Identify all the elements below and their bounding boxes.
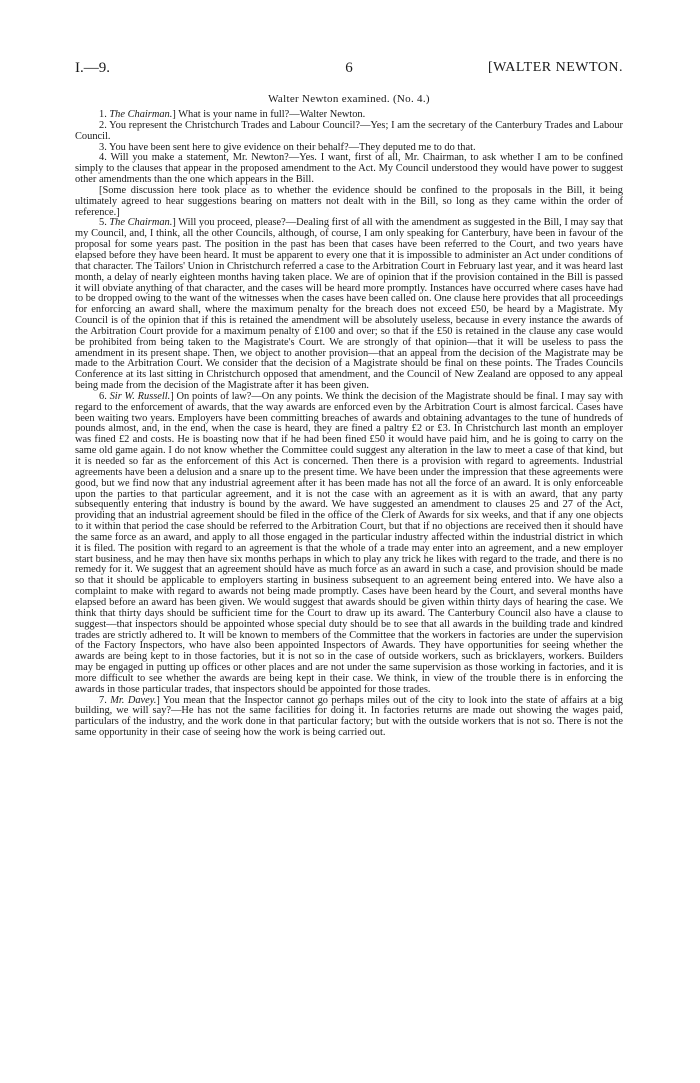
question-number: 5. [99, 217, 110, 229]
parliamentary-paper-ref: I.—9. [75, 60, 110, 76]
question-paragraph [75, 121, 623, 143]
paragraph-text: ] Will you proceed, please?—Dealing first of all with the amendment as suggested in the Bill, I may say that my Council, and, I think, all the other Councils, although, of course, I am only speaking for Canterbury, have been in favour of the proposal for some years past. The position in the past has been that cases have been referred to the Court, and two years have elapsed before they have been heard. It must be apparent to every one that it is impossible to administer an Act under conditions of that character. The Tailors' Union in Christchurch referred a case to the Arbitration Court in February last year, and it was heard last month, a delay of nearly eighteen months having taken place. We are of opinion that if the provision contained in the Bill is passed it will obviate anything of that character, and the cases will be heard more promptly. Instances have occurred where cases have had to be dropped owing to the want of the witnesses when the cases have been called on. One clause here provides that all proceedings for enforcing an award shall, where the maximum penalty for the breach does not exceed £50, be heard by a Magistrate. My Council is of the opinion that if this is retained the amendment will be absolutely useless, because in every instance the awards of the Arbitration Court provide for a maximum penalty of £100 and over; so that if the £50 is retained in the clause any case would be prohibited from being taken to the Magistrate's Court. We are strongly of that opinion—that it will be useless to pass the amendment in its present shape. Then, we object to another provision—that an appeal from the decision of the Magistrate may be made to the Arbitration Court. We consider that the decision of a Magistrate should be final on these points. The Trades Councils Conference at its last sitting in Christchurch opposed that amendment, and the Council of New Zealand are opposed to any appeal being made from the decision of the Magistrate after it has been given. [75, 217, 623, 392]
question-number: 7. [99, 694, 111, 706]
question-paragraph [75, 153, 623, 186]
question-number: 1. [99, 109, 110, 120]
section-title: Walter Newton examined. (No. 4.) [268, 93, 430, 105]
question-number: 3. [99, 141, 110, 153]
question-paragraph [75, 696, 623, 739]
paragraph-text: [Some discussion here took place as to whether the evidence should be confined to the proposals in the Bill, it being ultimately agreed to hear suggestions bearing on matters not dealt with in the Bill, so long as they came within the order of reference.] [75, 184, 623, 218]
question-paragraph [75, 218, 623, 392]
document-body [75, 110, 623, 739]
page-header [75, 60, 623, 82]
question-number: 2. [99, 119, 110, 131]
paragraph-text: You represent the Christchurch Trades and Labour Council?—Yes; I am the secretary of the Canterbury Trades and Labour Council. [75, 119, 624, 142]
paragraph-text: Will you make a statement, Mr. Newton?—Yes. I want, first of all, Mr. Chairman, to ask whether I am to be confined simply to the clauses that appear in the proposed amendment to the Act. My Council understood they would have power to suggest other amendments than the one which appears in the Bill. [75, 152, 623, 186]
page-number: 6 [345, 60, 353, 76]
paragraph-text: ] You mean that the Inspector cannot go perhaps miles out of the city to look into the state of affairs at a big building, we will say?—He has not the same facilities for doing it. In factories returns are made out showing the wages paid, particulars of the industry, and the work done in that particular factory; but with the outside workers that is not so. There is not the same opportunity in their case of seeing how the work is being carried out. [75, 694, 624, 739]
question-number: 6. [99, 390, 110, 402]
question-paragraph [75, 392, 623, 696]
speaker-name: Mr. Davey. [110, 694, 157, 706]
paragraph-text: You have been sent here to give evidence on their behalf?—They deputed me to do that. [109, 141, 476, 153]
question-number: 4. [99, 152, 111, 164]
speaker-name: The Chairman. [109, 109, 173, 120]
witness-running-head: [WALTER NEWTON. [487, 60, 623, 75]
paragraph-text: ] What is your name in full?—Walter Newton. [172, 109, 366, 120]
speaker-name: Sir W. Russell. [109, 390, 171, 402]
paragraph-text: ] On points of law?—On any points. We think the decision of the Magistrate should be final. I may say with regard to the enforcement of awards, that the way awards are enforced even by the Arbitration Court is almost farcical. Cases have been waiting two years. Employers have been committing breaches of awards and obtaining advantages to the tune of hundreds of pounds almost, and, in the end, when the case is heard, they are fined a paltry £2 or £3. In Christchurch last month an employer was fined £2 and costs. He is boasting now that if he had been fined £50 it would have paid him, and he is going to carry on the same old game again. I do not know whether the Committee could suggest any alteration in the law to meet a case of that kind, but it is needed so far as the enforcement of this Act is concerned. Then there is a provision with regard to agreements. Industrial agreements have been a delusion and a snare up to the present time. We have been under the impression that these agreements were good, but we find now that any industrial agreement after it has been made has not all the force of an award. It is only enforceable upon the parties to that particular agreement, and it is not the case with an agreement as it is with an award, that any party subsequently entering that industry is bound by the award. We have suggested an amendment to clauses 25 and 27 of the Act, providing that an industrial agreement should be filed in the office of the Clerk of Awards for six weeks, and that if any one objects to it within that period the case should be referred to the Arbitration Court, but that if no objections are received then it should have the same force as an award, and apply to all those engaged in the particular industry affected within the industrial district in which it is filed. The position with regard to an agreement is that the whole of a trade may enter into an agreement, and a new employer start business, and he may then have six months perhaps in which to play any trick he likes with regard to the trade, and there is no remedy for it. We suggest that an agreement should have as much force as an award in such a case, and provision should be made so that it should be applicable to employers starting in business subsequent to an agreement being entered into. We have also a complaint to make with regard to awards not being made promptly. Cases have been heard by the Court, and several months have elapsed before an award has been given. We would suggest that awards should be given within thirty days of hearing the case. We think that thirty days should be sufficient time for the Court to draw up its award. The Canterbury Council also have a clause to suggest—that inspectors should be appointed whose special duty should be to see that all awards in the building trade and kindred trades are strictly adhered to. It will be known to members of the Committee that the workers in factories are under the supervision of the Factory Inspectors, who have also been appointed Inspectors of Awards. They have opportunities for seeing whether the awards are being kept to in those factories, but it is not so in the case of outside workers, such as bricklayers, workers. Builders may be engaged in putting up offices or other places and are not under the same supervision as those working in factories, and it is more difficult to see whether the awards are being kept in their case. We think, in view of the trouble there is in enforcing the awards in those particular trades, that inspectors should be appointed for those trades. [75, 390, 624, 695]
editorial-note [75, 186, 623, 219]
speaker-name: The Chairman. [109, 217, 173, 229]
